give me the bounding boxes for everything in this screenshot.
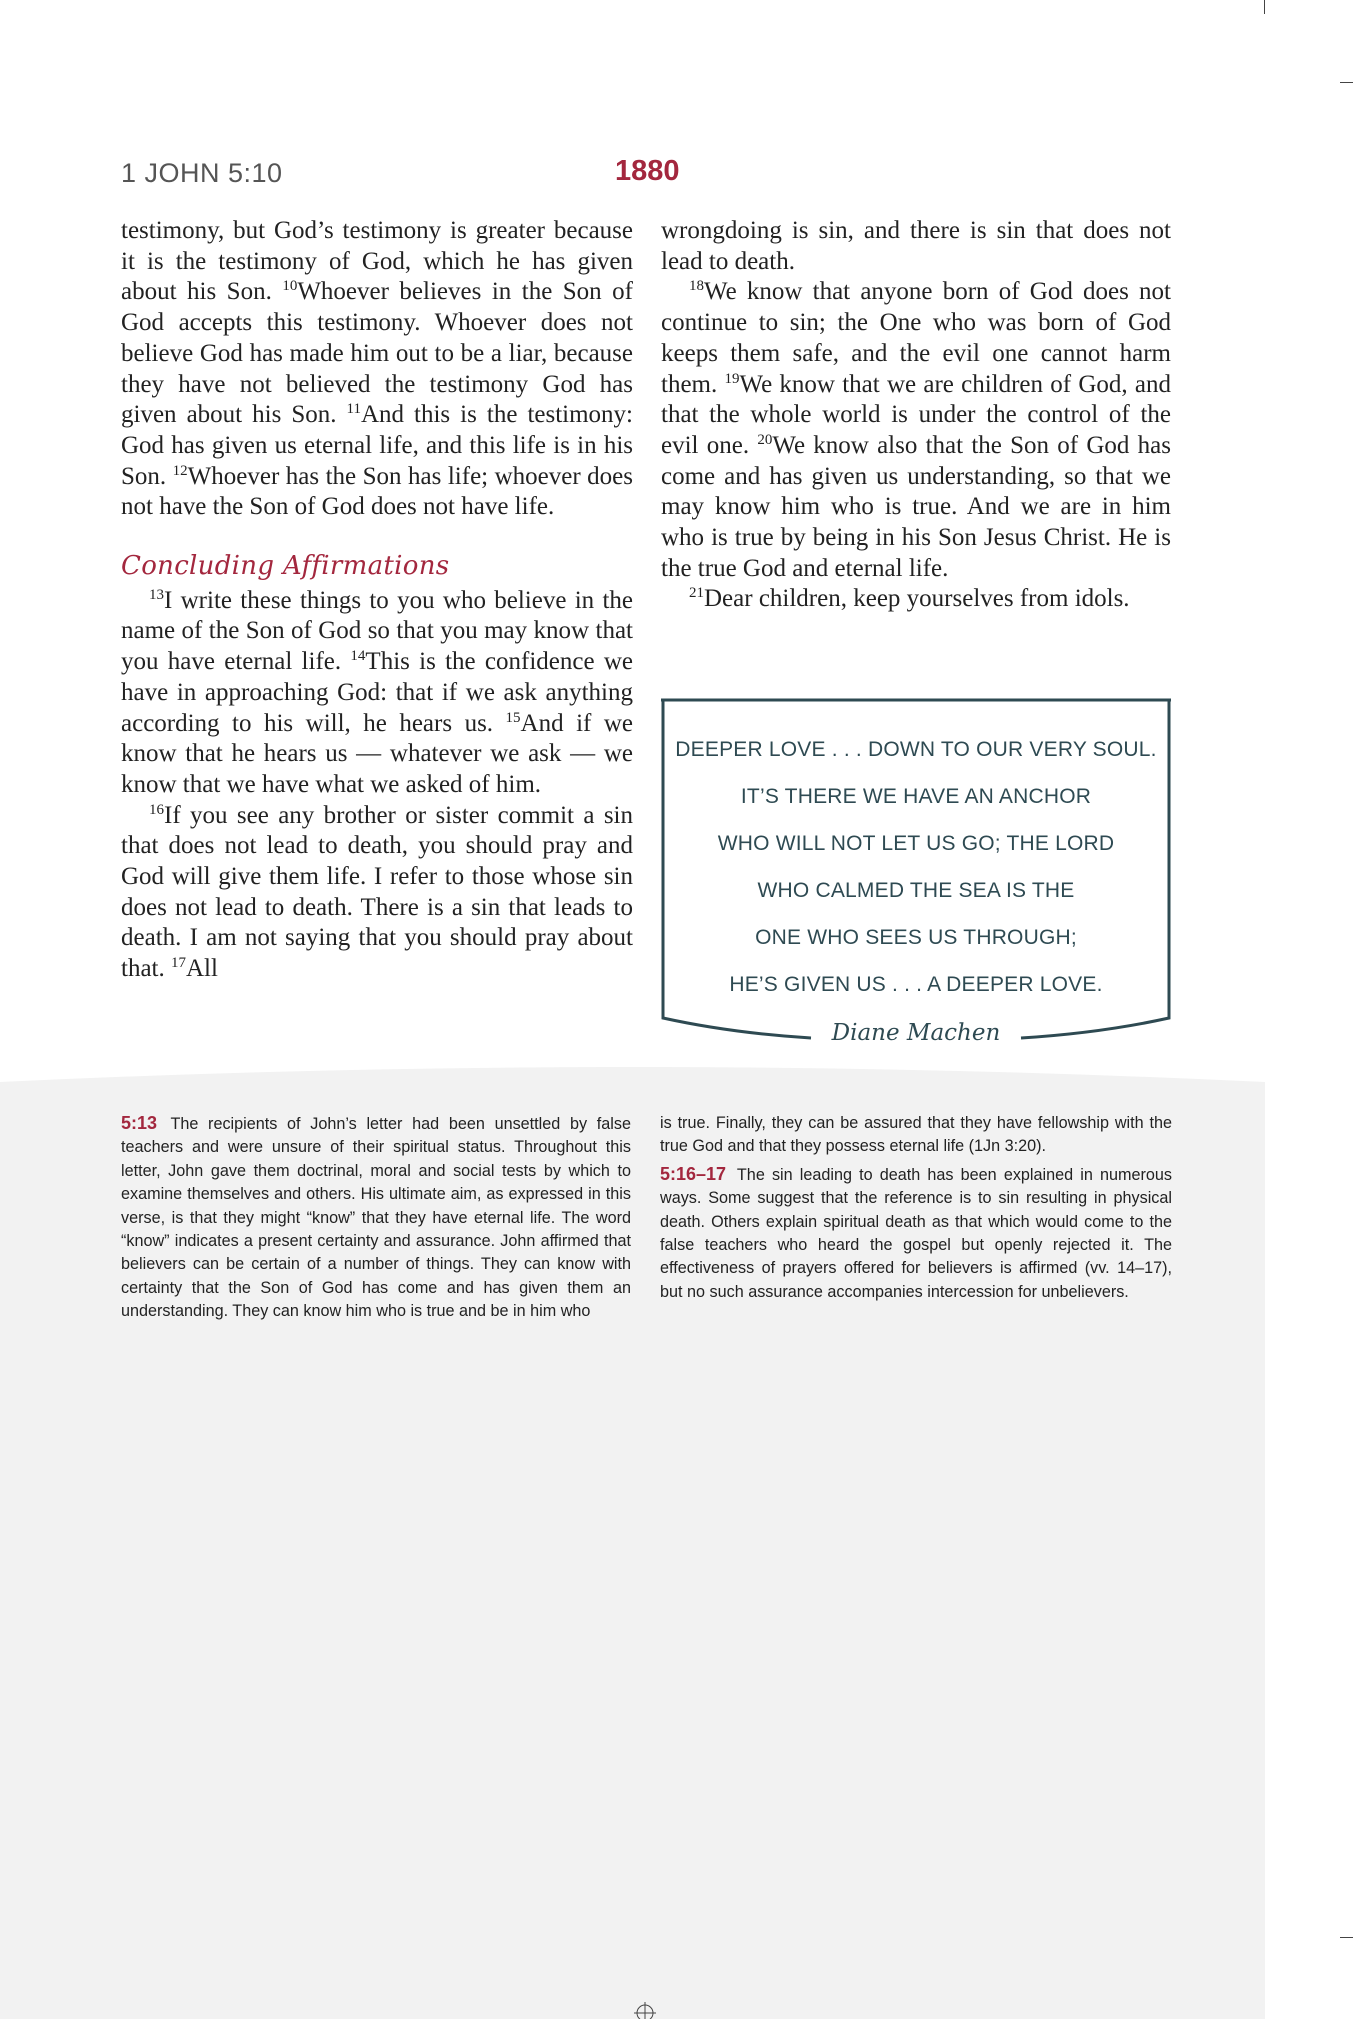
notes-curve [0, 1060, 1265, 1100]
verse-number: 14 [350, 648, 366, 665]
verse-number: 17 [171, 955, 186, 972]
quote-line: HE’S GIVEN US . . . A DEEPER LOVE. [729, 973, 1103, 996]
quote-author: Diane Machen [831, 1020, 1001, 1046]
study-note: 5:13 The recipients of John’s letter had been unsettled by false teachers and were unsure of their spiritual status. Throughout this letter, John gave them doctrinal, moral and social tests by which to examine themselves and others. His ultimate aim, as expressed in this verse, is that they might “know” that they have eternal life. The word “know” indicates a present certainty and assurance. John affirmed that believers can be certain of a number of things. They can know with certainty that the Son of God has come and has given them an understanding. They can know him who is true and be in him who [121, 1113, 631, 1321]
scripture-paragraph: $^{13}$I write these things to you who believe in the name of the Son of God so that you may know that you have eternal life. $^{14}$This is the confidence we have in approaching God: that if we ask anything according to his will, he hears us. $^{15}$And if we know that he hears us — whatever we ask — we know that we have what we asked of him. [121, 586, 634, 798]
scripture-paragraph: $^{18}$We know that anyone born of God does not continue to sin; the One who was born of God keeps them safe, and the evil one cannot harm them. $^{19}$We know that we are children of God, and that the whole world is under the control of the evil one. $^{20}$We know also that the Son of God has come and has given us understanding, so that we may know him who is true. And we are in him who is true by being in his Son Jesus Christ. He is the true God and eternal life. [661, 278, 1171, 582]
verse-number: 21 [689, 585, 704, 602]
page-number: 1880 [615, 155, 680, 187]
quote-line: WHO WILL NOT LET US GO; THE LORD [717, 832, 1115, 855]
quote-line: ONE WHO SEES US THROUGH; [755, 926, 1077, 949]
quote-box [661, 698, 1171, 1058]
quote-text [661, 726, 1171, 1008]
quote-line: DEEPER LOVE . . . DOWN TO OUR VERY SOUL. [675, 738, 1157, 761]
scripture-paragraph: $^{21}$Dear children, keep yourselves from idols. [689, 585, 1130, 613]
running-head: 1 JOHN 5:10 [121, 158, 283, 188]
quote-line: WHO CALMED THE SEA IS THE [757, 879, 1075, 902]
verse-number: 10 [282, 278, 298, 295]
scripture-column-right [661, 216, 1171, 615]
section-heading: Concluding Affirmations [121, 551, 450, 582]
study-note: 5:16–17 The sin leading to death has been explained in numerous ways. Some suggest that the reference is to sin resulting in physical death. Others explain spiritual death as that which would come to the false teachers who heard the gospel but openly rejected it. The effectiveness of prayers offered for believers is affirmed (vv. 14–17), but no such assurance accompanies intercession for unbelievers. [660, 1163, 1172, 1301]
crop-mark [1340, 82, 1353, 83]
verse-number: 12 [172, 462, 188, 479]
study-notes-right [660, 1112, 1172, 1304]
verse-number: 19 [724, 370, 740, 387]
note-reference: 5:13 [121, 1113, 158, 1133]
registration-mark-icon [634, 2002, 656, 2019]
verse-number: 18 [689, 278, 704, 295]
verse-number: 13 [149, 586, 164, 603]
scripture-paragraph: testimony, but God’s testimony is greater because it is the testimony of God, which he has given about his Son. $^{10}$Whoever believes in the Son of God accepts this testimony. Whoever does not believe God has made him out to be a liar, because they have not believed the testimony God has given about his Son. $^{11}$And this is the testimony: God has given us eternal life, and this life is in his Son. $^{12}$Whoever has the Son has life; whoever does not have the Son of God does not have life. [121, 217, 634, 521]
quote-line: IT’S THERE WE HAVE AN ANCHOR [740, 785, 1092, 808]
verse-number: 11 [346, 401, 361, 418]
verse-number: 15 [505, 709, 521, 726]
scripture-paragraph: $^{16}$If you see any brother or sister commit a sin that does not lead to death, you should pray and God will give them life. I refer to those whose sin does not lead to death. There is a sin that leads to death. I am not saying that you should pray about that. $^{17}$All [121, 801, 633, 983]
verse-number: 20 [757, 431, 773, 448]
scripture-paragraph: wrongdoing is sin, and there is sin that does not lead to death. [661, 217, 1171, 275]
verse-number: 16 [149, 801, 164, 818]
study-notes-left [121, 1112, 631, 1324]
study-note: is true. Finally, they can be assured that they have fellowship with the true God and that they possess eternal life (1Jn 3:20). [660, 1114, 1172, 1156]
crop-mark [1340, 1937, 1353, 1938]
scripture-column-left [121, 216, 633, 985]
note-reference: 5:16–17 [660, 1163, 727, 1184]
